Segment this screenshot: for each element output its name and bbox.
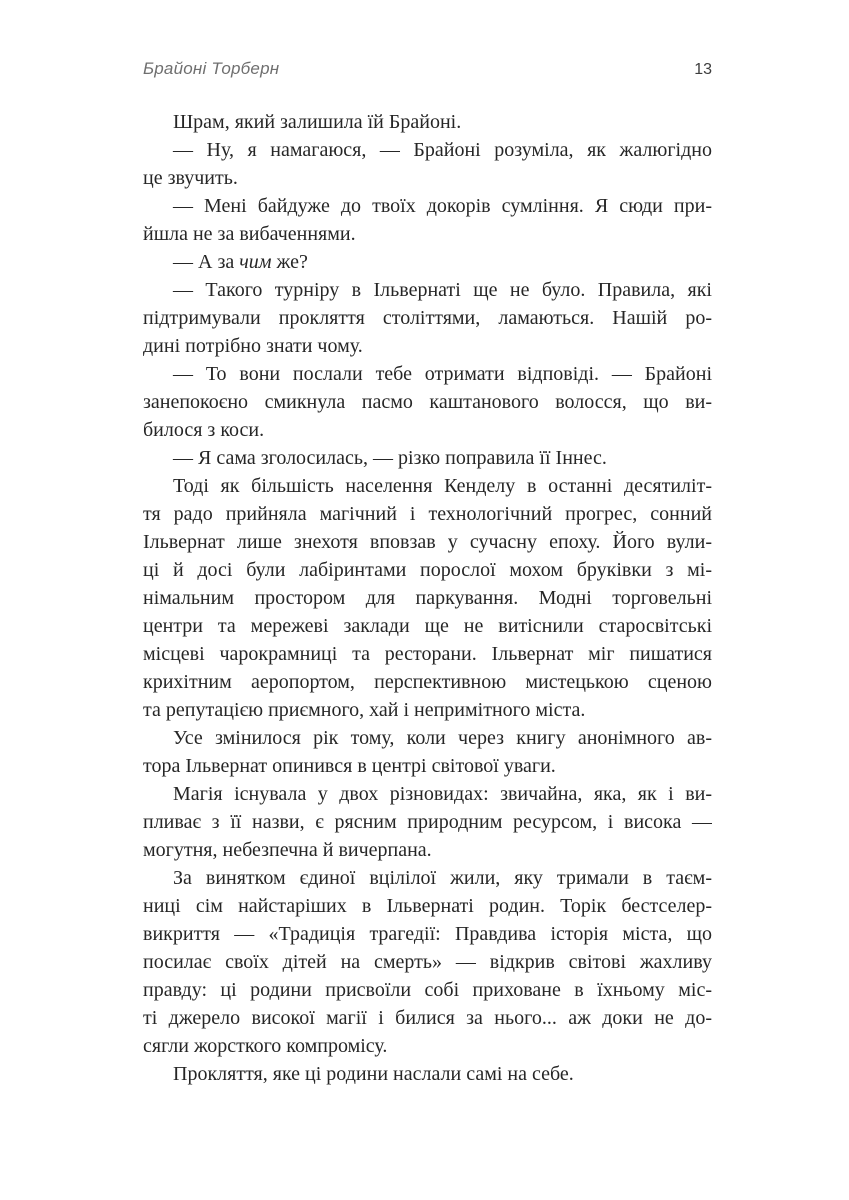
paragraph: [143, 864, 712, 1060]
paragraph: [143, 360, 712, 444]
text-line: Магія існувала у двох різновидах: звичайна, яка, як і ви-: [173, 783, 712, 805]
text-line: німальним простором для паркування. Модні торговельні: [143, 587, 712, 609]
text-line: тя радо прийняла магічний і технологічний прогрес, сонний: [143, 503, 712, 525]
text-line: Прокляття, яке ці родини наслали самі на себе.: [173, 1063, 574, 1085]
text-line: йшла не за вибаченнями.: [143, 223, 356, 245]
text-line: — Такого турніру в Ільвернаті ще не було. Правила, які: [173, 279, 712, 301]
text-line: Шрам, який залишила їй Брайоні.: [173, 111, 462, 133]
text-line: занепокоєно смикнула пасмо каштанового волосся, що ви-: [143, 391, 712, 413]
text-line: викриття — «Традиція трагедії: Правдива історія міста, що: [143, 923, 712, 945]
text-line: билося з коси.: [143, 419, 265, 441]
text-line: центри та мережеві заклади ще не витіснили старосвітські: [143, 615, 712, 637]
text-line: пливає з її назви, є рясним природним ресурсом, і висока —: [143, 811, 712, 833]
text-line: це звучить.: [143, 167, 238, 189]
text-line: — То вони послали тебе отримати відповіді. — Брайоні: [173, 363, 712, 385]
text-line: ці й досі були лабіринтами порослої мохом бруківки з мі-: [143, 559, 712, 581]
text-line: підтримували прокляття століттями, ламаються. Нашій ро-: [143, 307, 712, 329]
text-line: дині потрібно знати чому.: [143, 335, 363, 357]
text-line: могутня, небезпечна й вичерпана.: [143, 839, 432, 861]
text-line: сягли жорсткого компромісу.: [143, 1035, 388, 1057]
paragraph: [143, 724, 712, 780]
text-line: — Мені байдуже до твоїх докорів сумління. Я сюди при-: [173, 195, 712, 217]
paragraph: [143, 276, 712, 360]
paragraph: [143, 248, 712, 276]
text-line: — А за чим же?: [173, 251, 308, 273]
paragraph: [143, 472, 712, 724]
paragraph: [143, 108, 712, 136]
paragraph: [143, 1060, 712, 1088]
text-line: Ільвернат лише знехотя вповзав у сучасну епоху. Його вули-: [143, 531, 712, 553]
paragraph: [143, 444, 712, 472]
page-body: [143, 108, 712, 1088]
text-line: — Я сама зголосилась, — різко поправила її Іннес.: [173, 447, 607, 469]
text-line: крихітним аеропортом, перспективною мистецькою сценою: [143, 671, 712, 693]
text-line: правду: ці родини присвоїли собі приховане в їхньому міс-: [143, 979, 712, 1001]
text-line: ниці сім найстаріших в Ільвернаті родин. Торік бестселер-: [143, 895, 712, 917]
text-line: тора Ільвернат опинився в центрі світової уваги.: [143, 755, 556, 777]
page-header: [143, 57, 712, 82]
text-line: посилає своїх дітей на смерть» — відкрив світові жахливу: [143, 951, 712, 973]
paragraph: [143, 136, 712, 192]
paragraph: [143, 780, 712, 864]
running-title: Брайоні Торберн: [143, 59, 280, 78]
text-line: — Ну, я намагаюся, — Брайоні розуміла, як жалюгідно: [173, 139, 712, 161]
text-line: Тоді як більшість населення Кенделу в останні десятиліт-: [173, 475, 712, 497]
text-line: та репутацією приємного, хай і непримітного міста.: [143, 699, 586, 721]
text-line: За винятком єдиної вцілілої жили, яку тримали в таєм-: [173, 867, 712, 889]
page-number: 13: [694, 61, 712, 78]
text-line: місцеві чарокрамниці та ресторани. Ільвернат міг пишатися: [143, 643, 712, 665]
paragraph: [143, 192, 712, 248]
text-line: ті джерело високої магії і билися за нього... аж доки не до-: [143, 1007, 712, 1029]
text-line: Усе змінилося рік тому, коли через книгу анонімного ав-: [173, 727, 712, 749]
